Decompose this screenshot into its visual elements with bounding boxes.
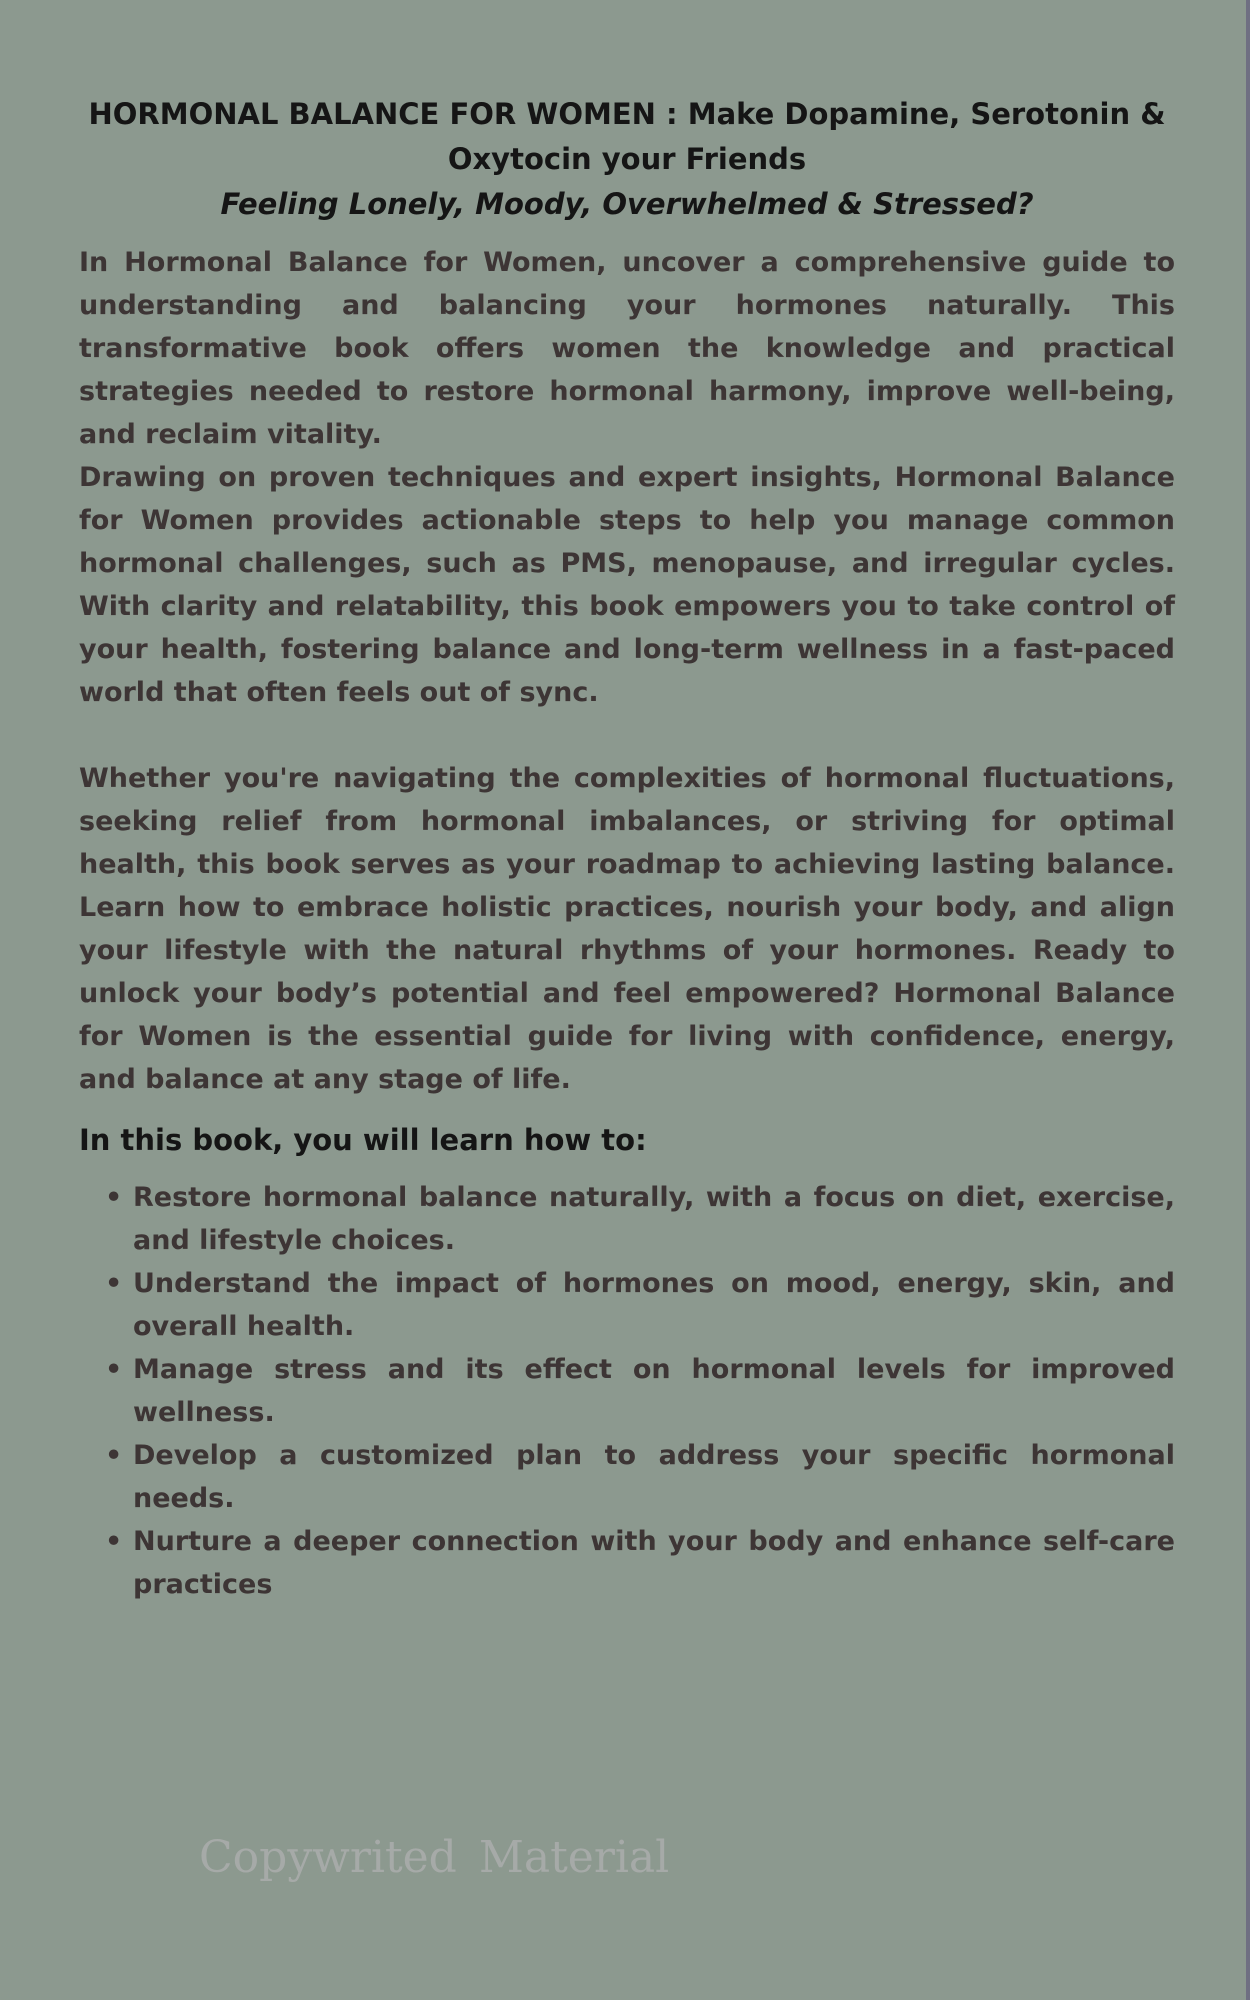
list-item-text: Nurture a deeper connection with your body and enhance self-care practices (133, 1526, 1175, 1600)
bullet-icon: • (105, 1526, 123, 1557)
list-item-text: Understand the impact of hormones on mood, energy, skin, and overall health. (133, 1268, 1175, 1342)
list-item (79, 1434, 1175, 1520)
back-cover-content (79, 92, 1175, 1606)
list-item (79, 1348, 1175, 1434)
roadmap-paragraph: Whether you're navigating the complexities of hormonal fluctuations, seeking relief from hormonal imbalances, or striving for optimal health, this book serves as your roadmap to achieving lasting balance. Learn how to embrace holistic practices, nourish your body, and align your lifestyle with the natural rhythms of your hormones. Ready to unlock your body’s potential and feel empowered? Hormonal Balance for Women is the essential guide for living with confidence, energy, and balance at any stage of life. (79, 763, 1175, 1095)
learn-list (79, 1176, 1175, 1606)
list-item (79, 1176, 1175, 1262)
bullet-icon: • (105, 1354, 123, 1385)
list-item-text: Restore hormonal balance naturally, with a focus on diet, exercise, and lifestyle choices. (133, 1182, 1175, 1256)
list-item-text: Manage stress and its effect on hormonal levels for improved wellness. (133, 1354, 1175, 1428)
learn-heading: In this book, you will learn how to: (79, 1123, 647, 1157)
techniques-paragraph: Drawing on proven techniques and expert insights, Hormonal Balance for Women provides actionable steps to help you manage common hormonal challenges, such as PMS, menopause, and irregular cycles. With clarity and relatability, this book empowers you to take control of your health, fostering balance and long-term wellness in a fast-paced world that often feels out of sync. (79, 462, 1175, 708)
bullet-icon: • (105, 1268, 123, 1299)
list-item (79, 1262, 1175, 1348)
bullet-icon: • (105, 1440, 123, 1471)
page-edge (1246, 0, 1250, 2000)
copyright-watermark: Copywrited Material (199, 1832, 670, 1883)
list-item (79, 1520, 1175, 1606)
bullet-icon: • (105, 1182, 123, 1213)
book-subtitle: Feeling Lonely, Moody, Overwhelmed & Stressed? (220, 187, 1034, 221)
intro-paragraph: In Hormonal Balance for Women, uncover a comprehensive guide to understanding and balancing your hormones naturally. This transformative book offers women the knowledge and practical strategies needed to restore hormonal harmony, improve well-being, and reclaim vitality. (79, 247, 1175, 450)
book-title: HORMONAL BALANCE FOR WOMEN : Make Dopamine, Serotonin & Oxytocin your Friends (88, 97, 1166, 176)
list-item-text: Develop a customized plan to address your specific hormonal needs. (133, 1440, 1175, 1514)
